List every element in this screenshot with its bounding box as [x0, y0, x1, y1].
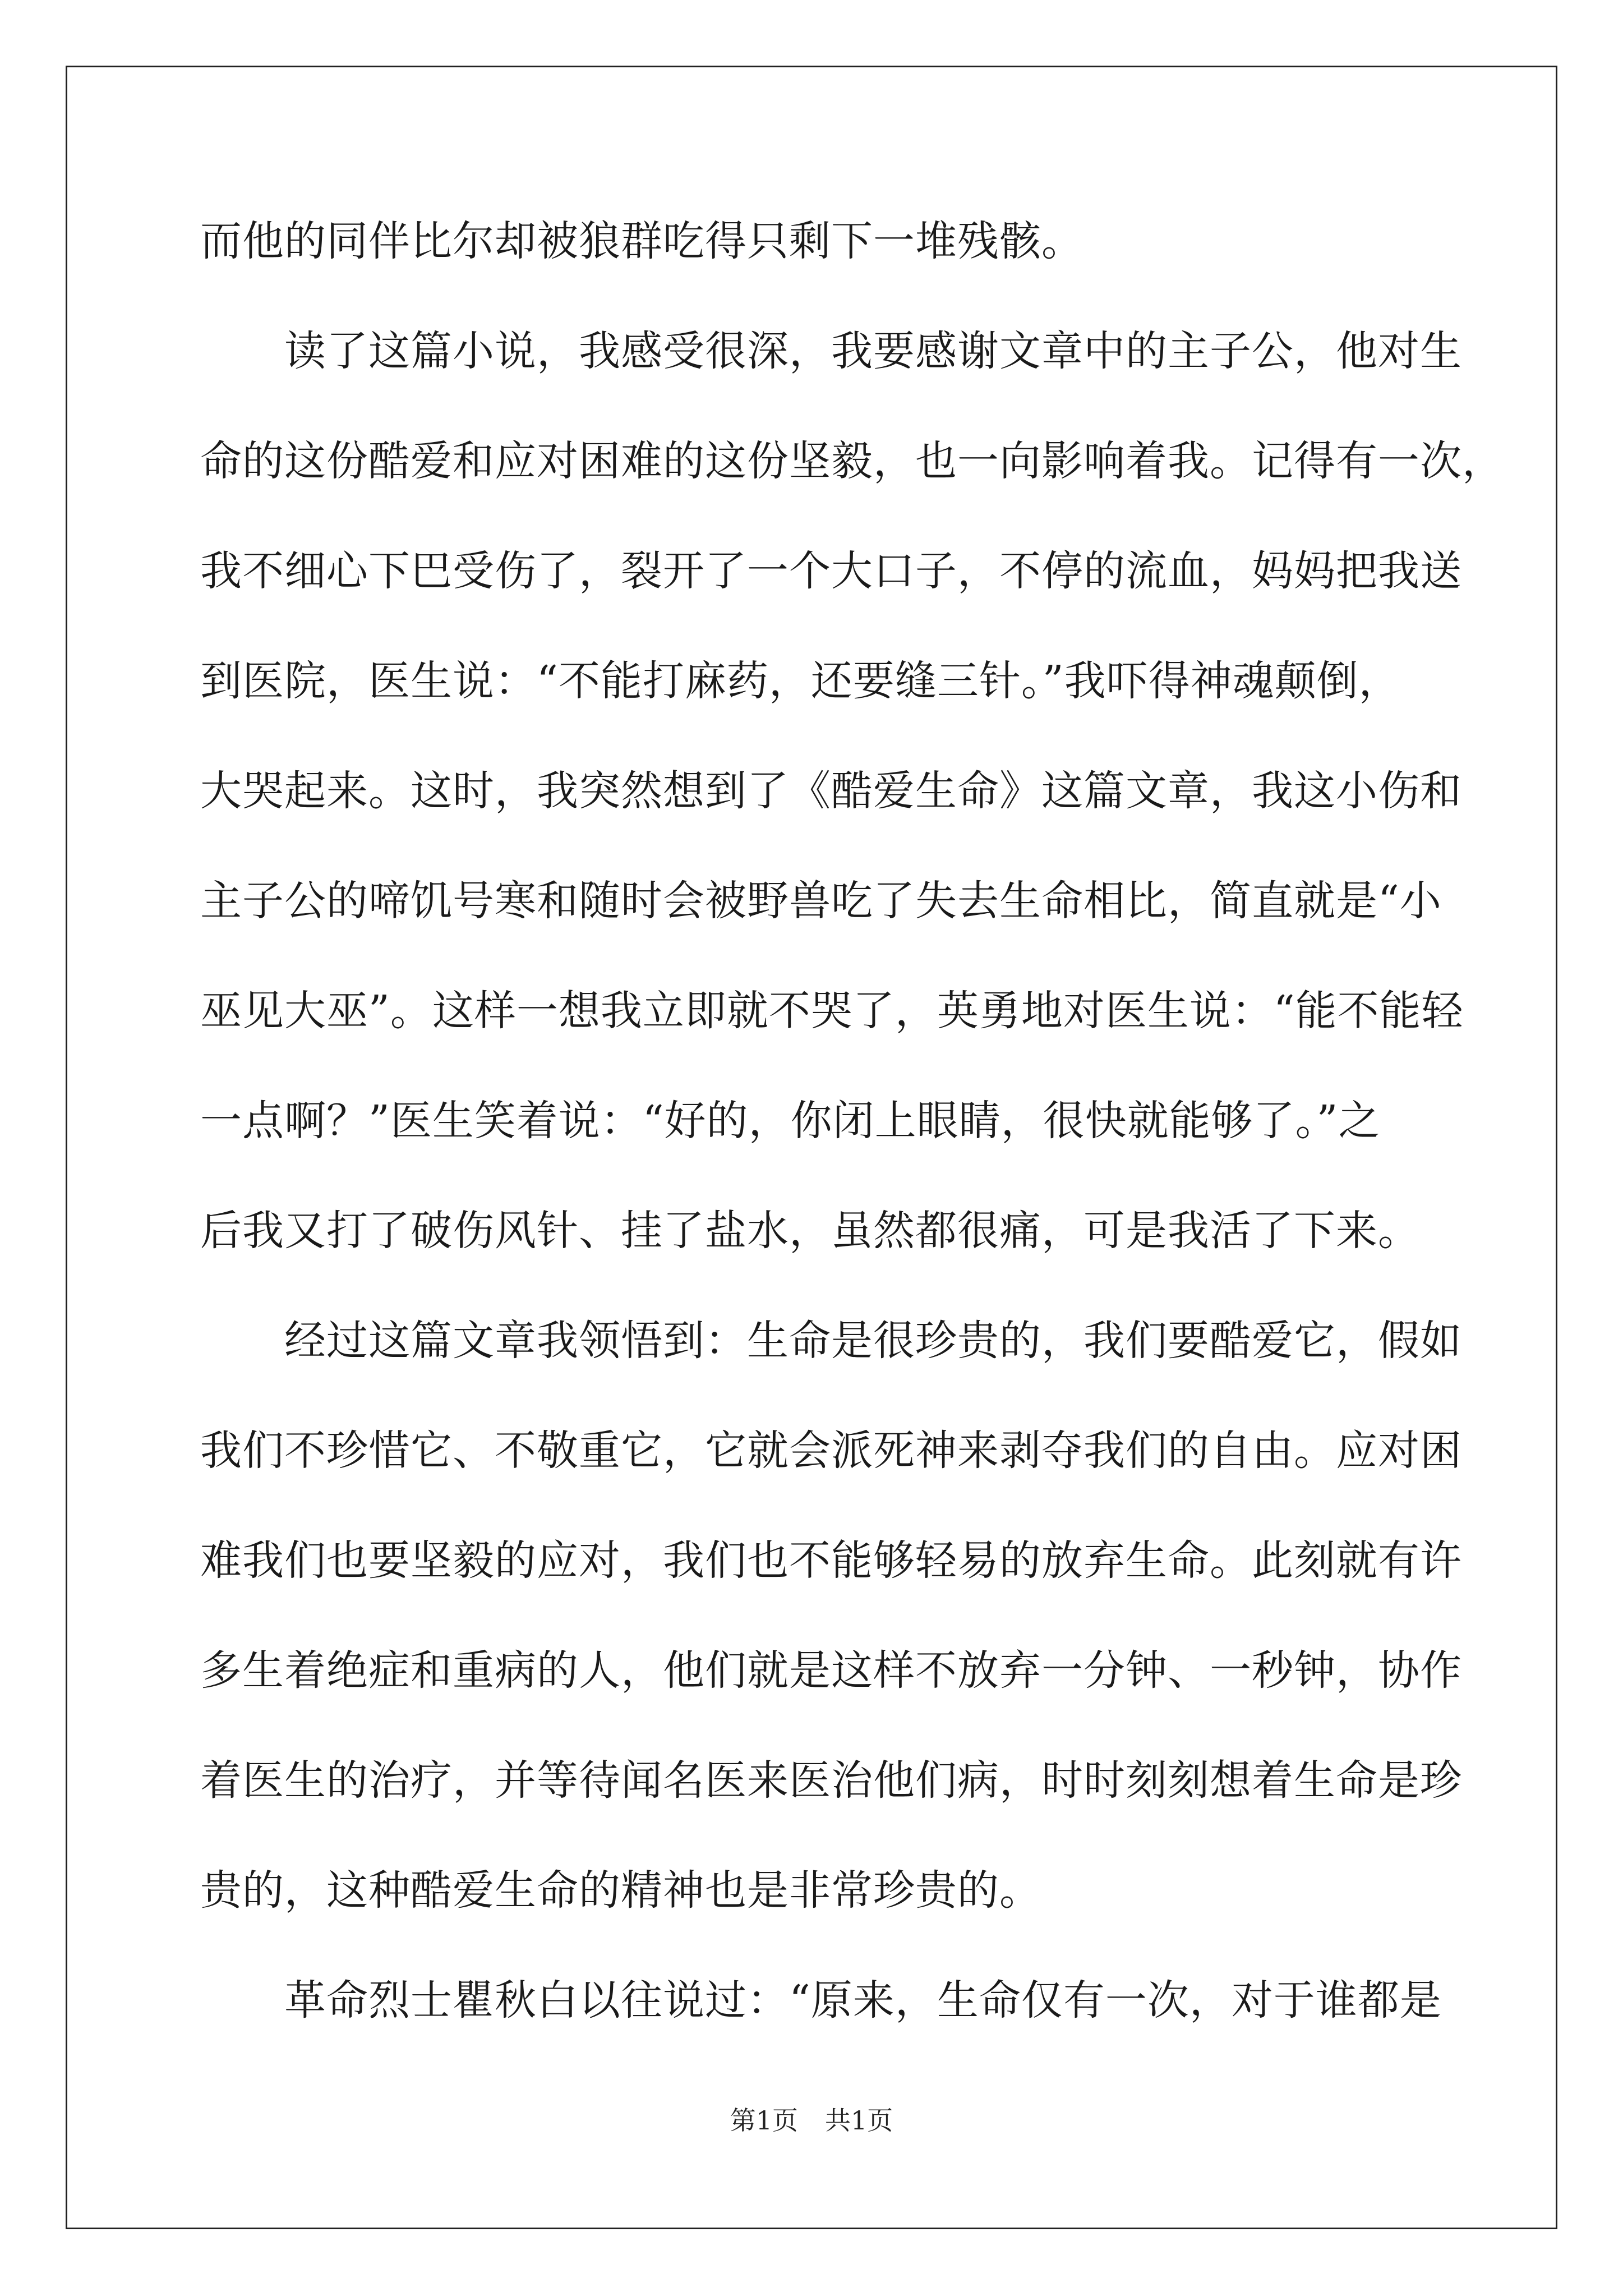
text-line: 巫见大巫”。这样一想我立即就不哭了，英勇地对医生说：“能不能轻 — [200, 987, 1464, 1035]
text-line: 主子公的啼饥号寒和随时会被野兽吃了失去生命相比，简直就是“小 — [200, 877, 1442, 925]
text-line: 命的这份酷爱和应对困难的这份坚毅，也一向影响着我。记得有一次， — [200, 437, 1504, 485]
text-line: 多生着绝症和重病的人，他们就是这样不放弃一分钟、一秒钟，协作 — [200, 1646, 1462, 1695]
text-line: 读了这篇小说，我感受很深，我要感谢文章中的主子公，他对生 — [200, 327, 1462, 375]
document-body — [200, 208, 1504, 2077]
text-line: 经过这篇文章我领悟到：生命是很珍贵的，我们要酷爱它，假如 — [200, 1317, 1462, 1365]
text-line: 着医生的治疗，并等待闻名医来医治他们病，时时刻刻想着生命是珍 — [200, 1756, 1462, 1805]
text-line: 一点啊？”医生笑着说：“好的，你闭上眼睛，很快就能够了。”之 — [200, 1097, 1381, 1145]
text-line: 到医院，医生说：“不能打麻药，还要缝三针。”我吓得神魂颠倒， — [200, 657, 1401, 705]
text-line: 难我们也要坚毅的应对，我们也不能够轻易的放弃生命。此刻就有许 — [200, 1536, 1462, 1585]
text-line: 我不细心下巴受伤了，裂开了一个大口子，不停的流血，妈妈把我送 — [200, 547, 1462, 595]
text-line: 而他的同伴比尔却被狼群吃得只剩下一堆残骸。 — [200, 217, 1083, 265]
text-line: 后我又打了破伤风针、挂了盐水，虽然都很痛，可是我活了下来。 — [200, 1207, 1420, 1255]
page-footer — [0, 2104, 1623, 2137]
total-pages: 共1页 — [825, 2105, 893, 2136]
page-number: 第1页 — [730, 2105, 798, 2136]
text-line: 革命烈士瞿秋白以往说过：“原来，生命仅有一次，对于谁都是 — [200, 1976, 1442, 2024]
text-line: 贵的，这种酷爱生命的精神也是非常珍贵的。 — [200, 1866, 1041, 1915]
text-line: 我们不珍惜它、不敬重它，它就会派死神来剥夺我们的自由。应对困 — [200, 1427, 1462, 1475]
text-line: 大哭起来。这时，我突然想到了《酷爱生命》这篇文章，我这小伤和 — [200, 767, 1462, 815]
